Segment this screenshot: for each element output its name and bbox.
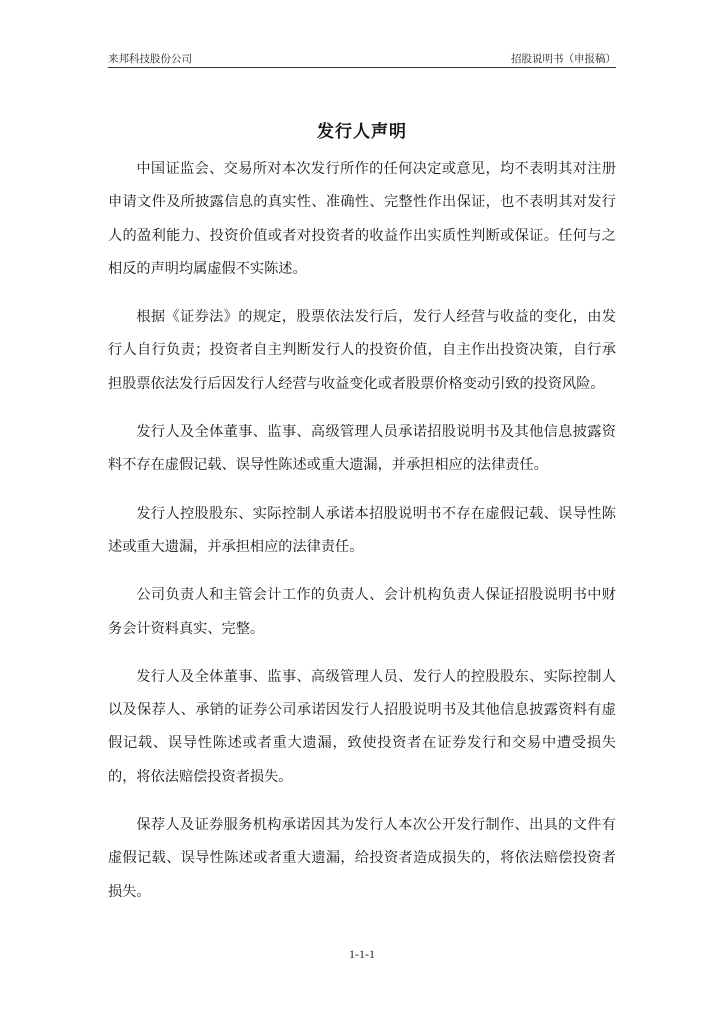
paragraph-investment-risk: 根据《证券法》的规定，股票依法发行后，发行人经营与收益的变化，由发行人自行负责；投资者自主判断发行人的投资价值，自主作出投资决策，自行承担股票依法发行后因发行人经营与收益变化或者股票价格变动引致的投资风险。 bbox=[108, 309, 616, 392]
header-document-name: 招股说明书（申报稿） bbox=[511, 53, 616, 65]
page-number: 1-1-1 bbox=[349, 947, 375, 961]
page-header bbox=[108, 51, 616, 67]
page-title: 发行人声明 bbox=[317, 122, 407, 142]
paragraph-compensation-commitment: 发行人及全体董事、监事、高级管理人员、发行人的控股股东、实际控制人以及保荐人、承销的证券公司承诺因发行人招股说明书及其他信息披露资料有虚假记载、误导性陈述或者重大遗漏，致使投资者在证券发行和交易中遭受损失的，将依法赔偿投资者损失。 bbox=[108, 668, 616, 785]
header-divider bbox=[108, 67, 616, 68]
header-company-name: 来邦科技股份公司 bbox=[108, 53, 192, 65]
paragraph-controlling-shareholder-commitment: 发行人控股股东、实际控制人承诺本招股说明书不存在虚假记载、误导性陈述或重大遗漏，并承担相应的法律责任。 bbox=[108, 505, 616, 555]
paragraph-sponsor-commitment: 保荐人及证券服务机构承诺因其为发行人本次公开发行制作、出具的文件有虚假记载、误导性陈述或者重大遗漏，给投资者造成损失的，将依法赔偿投资者损失。 bbox=[108, 817, 616, 900]
paragraph-directors-commitment: 发行人及全体董事、监事、高级管理人员承诺招股说明书及其他信息披露资料不存在虚假记载、误导性陈述或重大遗漏，并承担相应的法律责任。 bbox=[108, 424, 616, 474]
declaration-body bbox=[108, 153, 616, 924]
paragraph-csrc-disclaimer: 中国证监会、交易所对本次发行所作的任何决定或意见，均不表明其对注册申请文件及所披露信息的真实性、准确性、完整性作出保证，也不表明其对发行人的盈利能力、投资价值或者对投资者的收益作出实质性判断或保证。任何与之相反的声明均属虚假不实陈述。 bbox=[108, 161, 616, 277]
paragraph-financial-data-guarantee: 公司负责人和主管会计工作的负责人、会计机构负责人保证招股说明书中财务会计资料真实、完整。 bbox=[108, 587, 616, 637]
